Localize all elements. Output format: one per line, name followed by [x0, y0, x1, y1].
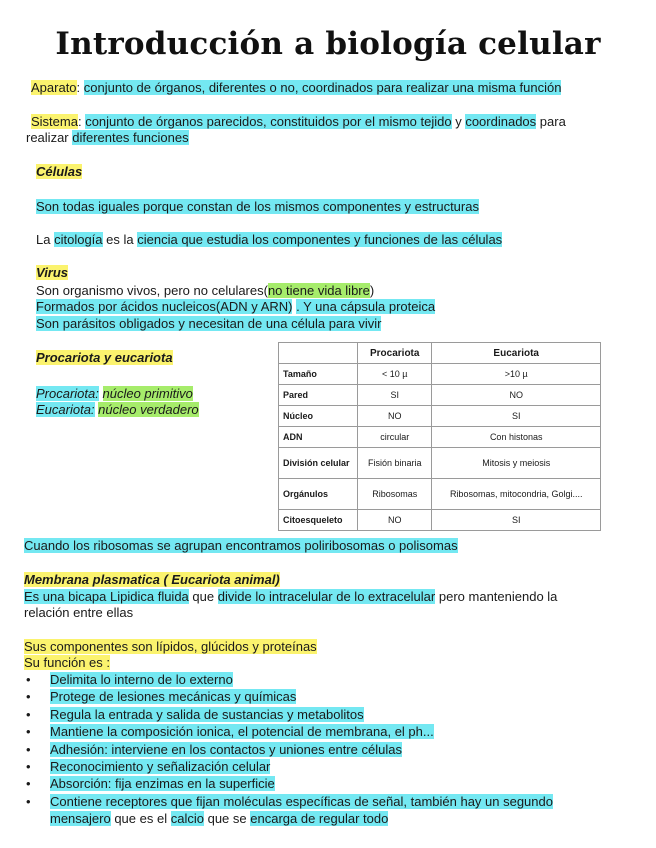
row-label: División celular [279, 448, 358, 479]
sistema-definition: Sistema: conjunto de órganos parecidos, constituidos por el mismo tejido y coordinados para [31, 114, 566, 129]
membrana-l2: relación entre ellas [24, 605, 134, 620]
celulas-p1: Son todas iguales porque constan de los mismos componentes y estructuras [36, 199, 479, 214]
list-item: • Regula la entrada y salida de sustancias y metabolitos [26, 706, 364, 722]
table-header-row [279, 343, 601, 364]
membrana-l1: Es una bicapa Lipidica fluida que divide lo intracelular de lo extracelular pero manteniendo la [24, 589, 558, 604]
table-header-cell: Eucariota [432, 343, 601, 364]
row-label: Pared [279, 385, 358, 406]
list-item: • Protege de lesiones mecánicas y químicas [26, 689, 297, 705]
eucariota-cell: Ribosomas, mitocondria, Golgi.... [432, 479, 601, 510]
list-item: • Absorción: fija enzimas en la superficie [26, 776, 275, 792]
row-label: Orgánulos [279, 479, 358, 510]
table-header-cell: Procariota [358, 343, 432, 364]
procariota-cell: SI [358, 385, 432, 406]
membrana-funcion: Su función es : [24, 655, 110, 670]
row-label: Citoesqueleto [279, 510, 358, 531]
virus-l2: Formados por ácidos nucleicos(ADN y ARN) . Y una cápsula proteica [36, 299, 436, 314]
table-row [279, 448, 601, 479]
virus-l3: Son parásitos obligados y necesitan de una célula para vivir [36, 316, 382, 331]
eucariota-def: Eucariota: núcleo verdadero [36, 402, 199, 417]
virus-heading: Virus [36, 265, 69, 280]
eucariota-cell: Mitosis y meiosis [432, 448, 601, 479]
sistema-term: Sistema [31, 114, 78, 129]
row-label: ADN [279, 427, 358, 448]
virus-l1: Son organismo vivos, pero no celulares(no tiene vida libre) [36, 283, 375, 298]
celulas-p2: La citología es la ciencia que estudia los componentes y funciones de las células [36, 232, 503, 247]
row-label: Tamaño [279, 364, 358, 385]
membrana-componentes: Sus componentes son lípidos, glúcidos y proteínas [24, 639, 317, 654]
procariota-def: Procariota: núcleo primitivo [36, 386, 193, 401]
list-item: • Adhesión: interviene en los contactos y uniones entre células [26, 741, 402, 757]
membrana-heading: Membrana plasmatica ( Eucariota animal) [24, 572, 280, 587]
procariota-cell: circular [358, 427, 432, 448]
list-item: • Delimita lo interno de lo externo [26, 672, 233, 687]
aparato-term: Aparato [31, 80, 77, 95]
procariota-cell: < 10 µ [358, 364, 432, 385]
ribosomas-note: Cuando los ribosomas se agrupan encontramos poliribosomas o polisomas [24, 538, 458, 553]
aparato-definition: Aparato: conjunto de órganos, diferentes o no, coordinados para realizar una misma función [31, 80, 562, 95]
table-row [279, 385, 601, 406]
function-list [24, 671, 553, 828]
procariota-cell: Fisión binaria [358, 448, 432, 479]
table-row [279, 406, 601, 427]
table-row [279, 510, 601, 531]
aparato-def: conjunto de órganos, diferentes o no, coordinados para realizar una misma función [83, 80, 562, 95]
procariota-cell: Ribosomas [358, 479, 432, 510]
eucariota-cell: >10 µ [432, 364, 601, 385]
row-label: Núcleo [279, 406, 358, 427]
comparison-table [278, 342, 601, 531]
list-item: • Reconocimiento y señalización celular [26, 759, 271, 775]
page-title: Introducción a biología celular [55, 26, 601, 62]
celulas-heading: Células [36, 164, 83, 179]
table-row [279, 364, 601, 385]
sistema-definition-cont: realizar diferentes funciones [26, 130, 189, 145]
procariota-cell: NO [358, 510, 432, 531]
eucariota-cell: Con histonas [432, 427, 601, 448]
eucariota-cell: NO [432, 385, 601, 406]
list-item: • Mantiene la composición ionica, el potencial de membrana, el ph... [26, 724, 434, 740]
procariota-cell: NO [358, 406, 432, 427]
table-row [279, 479, 601, 510]
list-item-continuation: mensajero que es el calcio que se encarga de regular todo [50, 811, 389, 827]
table-header-cell [279, 343, 358, 364]
table-row [279, 427, 601, 448]
list-item: • Contiene receptores que fijan moléculas específicas de señal, también hay un segundo [26, 793, 553, 809]
proc-euc-heading: Procariota y eucariota [36, 350, 173, 365]
eucariota-cell: SI [432, 406, 601, 427]
eucariota-cell: SI [432, 510, 601, 531]
